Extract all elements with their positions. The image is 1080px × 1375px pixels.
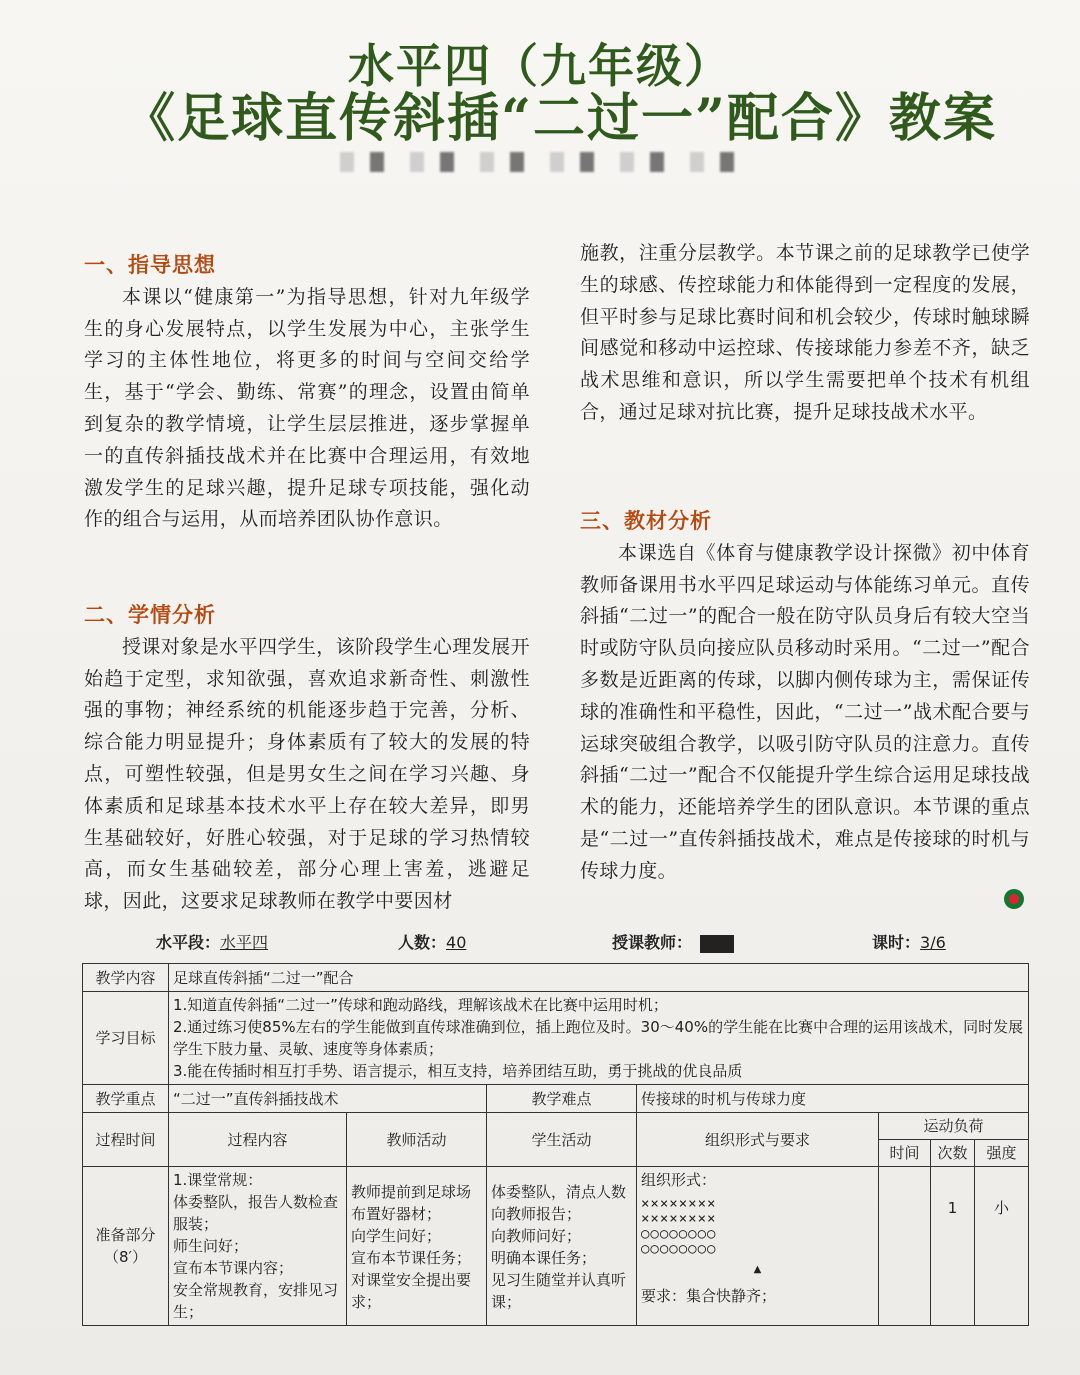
difficulty-label: 教学难点 xyxy=(487,1085,637,1113)
list-item: 向学生问好； xyxy=(351,1227,442,1245)
title-line-2: 《足球直传斜插“二过一”配合》教案 xyxy=(123,88,997,149)
section-text: 本课以“健康第一”为指导思想，针对九年级学生的身心发展特点，以学生发展为中心，主张学生学习的主体性地位，将更多的时间与空间交给学生，基于“学会、勤练、常赛”的理念，设置由简单到复杂的教学情境，让学生层层推进，逐步掌握单一的直传斜插技战术并在比赛中合理运用，有效地激发学生的足球兴趣，提升足球专项技能，强化动作的组合与运用，从而培养团队协作意识。 xyxy=(84,285,530,531)
col-header-organization: 组织形式与要求 xyxy=(637,1113,879,1167)
content-value: 足球直传斜插“二过一”配合 xyxy=(169,964,1029,992)
section-guiding-ideology xyxy=(84,250,530,536)
list-item: 教师提前到足球场布置好器材； xyxy=(351,1183,472,1223)
formation-row: ×××××××× xyxy=(641,1211,717,1227)
col-header-load: 运动负荷 xyxy=(879,1113,1029,1140)
info-count: 人数：40 xyxy=(398,933,467,952)
section-student-analysis xyxy=(84,600,530,918)
section-text: 本课选自《体育与健康教学设计探微》初中体育教师备课用书水平四足球运动与体能练习单元。直传斜插“二过一”的配合一般在防守队员身后有较大空当时或防守队员向接应队员移动时采用。“二过一”配合多数是近距离的传球，以脚内侧传球为主，需保证传球的准确性和平稳性，因此，“二过一”战术配合要与运球突破组合教学，以吸引防守队员的注意力。直传斜插“二过一”配合不仅能提升学生综合运用足球技战术的能力，还能培养学生的团队意识。本节课的重点是“二过一”直传斜插技战术，难点是传接球的时机与传球力度。 xyxy=(580,541,1030,882)
title-line-1: 水平四（九年级） xyxy=(348,39,732,93)
goal-3: 3.能在传插时相互打手势、语言提示，相互支持，培养团结互助，勇于挑战的优良品质 xyxy=(173,1062,743,1080)
formation-row: ○○○○○○○○ xyxy=(641,1241,717,1257)
teacher-position-icon: ▲ xyxy=(753,1264,762,1275)
prep-label: 准备部分 xyxy=(95,1226,156,1244)
table-row xyxy=(83,1085,1029,1113)
prep-load-count: 1 xyxy=(931,1167,975,1326)
table-row xyxy=(83,992,1029,1085)
table-row xyxy=(83,964,1029,992)
formation-row: ○○○○○○○○ xyxy=(641,1226,717,1242)
org-label: 组织形式： xyxy=(641,1171,717,1189)
col-header-teacher: 教师活动 xyxy=(347,1113,487,1167)
lesson-plan-table xyxy=(82,963,1029,1326)
list-item: 宣布本节课内容； xyxy=(173,1259,294,1277)
list-item: 向教师问好； xyxy=(491,1227,582,1245)
section-text-continued: 施教，注重分层教学。本节课之前的足球教学已使学生的球感、传控球能力和体能得到一定程度的发展，但平时参与足球比赛时间和机会较少，传球时触球瞬间感觉和移动中运控球、传接球能力参差不齐，缺乏战术思维和意识，所以学生需要把单个技术有机组合，通过足球对抗比赛，提升足球技战术水平。 xyxy=(580,242,1030,423)
info-level: 水平段：水平四 xyxy=(156,933,269,952)
col-header-content: 过程内容 xyxy=(169,1113,347,1167)
col-header-load-time: 时间 xyxy=(879,1140,931,1167)
lesson-info-row xyxy=(0,930,1080,960)
prep-content xyxy=(169,1167,347,1326)
formation-row: ×××××××× xyxy=(641,1196,717,1212)
list-item: 明确本课任务； xyxy=(491,1249,597,1267)
goal-2: 2.通过练习使85%左右的学生能做到直传球准确到位，插上跑位及时。30～40%的学生能在比赛中合理的运用该战术，同时发展学生下肢力量、灵敏、速度等身体素质； xyxy=(173,1018,1024,1058)
list-item: 对课堂安全提出要求； xyxy=(351,1271,472,1311)
list-item: 安全常规教育，安排见习生； xyxy=(173,1281,339,1321)
prep-load-intensity: 小 xyxy=(975,1167,1029,1326)
goal-1: 1.知道直传斜插“二过一”传球和跑动路线，理解该战术在比赛中运用时机； xyxy=(173,996,668,1014)
section-student-analysis-continued xyxy=(580,238,1030,429)
prep-time: （8′） xyxy=(104,1248,147,1266)
section-heading: 一、指导思想 xyxy=(84,253,216,277)
table-row-preparation xyxy=(83,1167,1029,1326)
list-item: 1.课堂常规： xyxy=(173,1171,263,1189)
prep-teacher xyxy=(347,1167,487,1326)
list-item: 师生问好； xyxy=(173,1237,249,1255)
org-requirement: 要求：集合快静齐； xyxy=(641,1287,777,1305)
list-item: 体委整队，报告人数检查服装； xyxy=(173,1193,339,1233)
content-label: 教学内容 xyxy=(83,964,169,992)
info-hours: 课时：3/6 xyxy=(872,933,946,952)
prep-organization xyxy=(637,1167,879,1326)
key-label: 教学重点 xyxy=(83,1085,169,1113)
goals-label: 学习目标 xyxy=(83,992,169,1085)
section-heading: 三、教材分析 xyxy=(580,509,712,533)
goals-cell xyxy=(169,992,1029,1085)
prep-student xyxy=(487,1167,637,1326)
prep-load-time xyxy=(879,1167,931,1326)
col-header-load-count: 次数 xyxy=(931,1140,975,1167)
difficulty-value: 传接球的时机与传球力度 xyxy=(637,1085,1029,1113)
col-header-load-intensity: 强度 xyxy=(975,1140,1029,1167)
prep-label-cell xyxy=(83,1167,169,1326)
list-item: 体委整队，清点人数向教师报告； xyxy=(491,1183,627,1223)
section-material-analysis xyxy=(580,506,1030,888)
table-header-row xyxy=(83,1113,1029,1140)
col-header-time: 过程时间 xyxy=(83,1113,169,1167)
info-teacher: 授课教师： xyxy=(612,930,734,953)
section-heading: 二、学情分析 xyxy=(84,603,216,627)
key-value: “二过一”直传斜插技战术 xyxy=(169,1085,487,1113)
list-item: 见习生随堂并认真听课； xyxy=(491,1271,627,1311)
publisher-logo-icon xyxy=(1004,889,1024,909)
section-text: 授课对象是水平四学生，该阶段学生心理发展开始趋于定型，求知欲强，喜欢追求新奇性、刺激性强的事物；神经系统的机能逐步趋于完善，分析、综合能力明显提升；身体素质有了较大的发展的特点，可塑性较强，但是男女生之间在学习兴趣、身体素质和足球基本技术水平上存在较大差异，即男生基础较好，好胜心较强，对于足球的学习热情较高，而女生基础较差，部分心理上害羞，逃避足球，因此，这要求足球教师在教学中要因材 xyxy=(84,635,530,913)
list-item: 宣布本节课任务； xyxy=(351,1249,472,1267)
formation-diagram xyxy=(641,1197,874,1257)
col-header-student: 学生活动 xyxy=(487,1113,637,1167)
blurred-author xyxy=(340,152,760,172)
redacted-name xyxy=(700,935,734,953)
